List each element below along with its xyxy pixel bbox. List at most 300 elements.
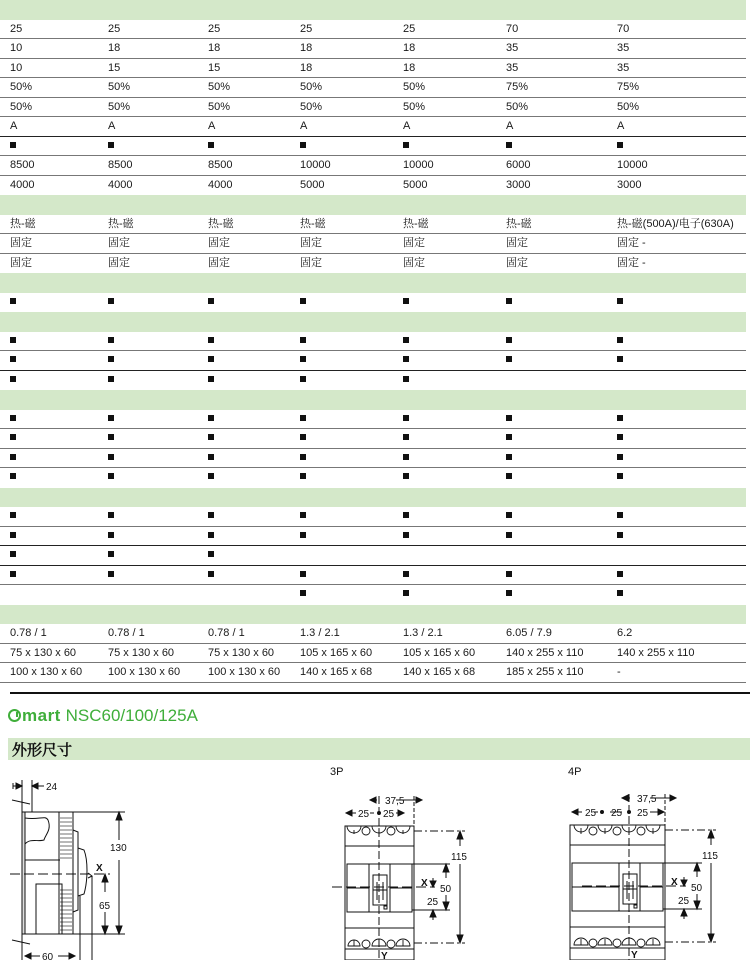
bullet-square-icon bbox=[506, 468, 512, 488]
bullet-square-icon bbox=[403, 429, 409, 449]
bullet-square-icon bbox=[617, 293, 623, 313]
square-marker-icon bbox=[108, 434, 114, 440]
square-marker-icon bbox=[300, 571, 306, 577]
bullet-square-icon bbox=[208, 351, 214, 371]
table-cell: 35 bbox=[506, 61, 519, 74]
table-cell: 固定 bbox=[300, 237, 322, 249]
table-cell: 75 x 130 x 60 bbox=[208, 646, 275, 659]
table-cell: 6.2 bbox=[617, 627, 633, 639]
table-cell: 热-磁 bbox=[208, 217, 234, 230]
square-marker-icon bbox=[300, 415, 306, 421]
table-cell: A bbox=[506, 120, 514, 132]
square-marker-icon bbox=[208, 142, 214, 148]
square-marker-icon bbox=[108, 532, 114, 538]
square-marker-icon bbox=[617, 415, 623, 421]
bullet-square-icon bbox=[617, 566, 623, 586]
bullet-square-icon bbox=[10, 429, 16, 449]
bullet-square-icon bbox=[403, 137, 409, 157]
table-cell: 50% bbox=[403, 81, 426, 93]
table-cell: 18 bbox=[403, 61, 416, 74]
square-marker-icon bbox=[617, 590, 623, 596]
dim-60: 60 bbox=[42, 952, 54, 960]
dim-pitch-b: 25 bbox=[611, 808, 623, 819]
bullet-square-icon bbox=[300, 410, 306, 430]
product-model: NSC60/100/125A bbox=[65, 706, 198, 725]
bullet-square-icon bbox=[108, 351, 114, 371]
bullet-square-icon bbox=[403, 527, 409, 547]
table-cell: 18 bbox=[108, 42, 121, 54]
dim-115: 115 bbox=[451, 852, 467, 863]
square-marker-icon bbox=[403, 434, 409, 440]
axis-y-label: Y bbox=[631, 950, 638, 960]
bullet-square-icon bbox=[403, 449, 409, 469]
bullet-square-icon bbox=[108, 332, 114, 352]
table-cell: 8500 bbox=[108, 159, 133, 171]
table-cell: A bbox=[300, 120, 308, 132]
table-cell: 70 bbox=[617, 22, 630, 35]
bullet-square-icon bbox=[300, 507, 306, 527]
square-marker-icon bbox=[506, 142, 512, 148]
square-marker-icon bbox=[10, 571, 16, 577]
table-cell: 固定 - bbox=[617, 237, 646, 249]
dim-50: 50 bbox=[440, 884, 452, 895]
view-4p-label: 4P bbox=[568, 766, 582, 778]
table-row bbox=[0, 39, 746, 59]
table-cell: 18 bbox=[208, 42, 221, 54]
table-cell: 8500 bbox=[208, 159, 233, 171]
square-marker-icon bbox=[108, 298, 114, 304]
table-cell: 105 x 165 x 60 bbox=[403, 646, 476, 659]
square-marker-icon bbox=[10, 512, 16, 518]
square-marker-icon bbox=[108, 454, 114, 460]
table-row bbox=[0, 59, 746, 79]
section-header bbox=[8, 738, 750, 760]
bullet-square-icon bbox=[617, 468, 623, 488]
table-cell: 25 bbox=[108, 22, 121, 35]
bullet-square-icon bbox=[617, 527, 623, 547]
dim-65: 65 bbox=[99, 901, 111, 912]
axis-x-label: X bbox=[421, 878, 428, 889]
square-marker-icon bbox=[506, 590, 512, 596]
square-marker-icon bbox=[617, 298, 623, 304]
bullet-square-icon bbox=[10, 410, 16, 430]
square-marker-icon bbox=[403, 532, 409, 538]
table-cell: 50% bbox=[108, 100, 131, 113]
table-row bbox=[0, 449, 746, 469]
bullet-square-icon bbox=[10, 332, 16, 352]
table-cell: 140 x 165 x 68 bbox=[403, 666, 476, 678]
bullet-square-icon bbox=[300, 351, 306, 371]
table-cell: 25 bbox=[10, 22, 23, 35]
table-row bbox=[0, 78, 746, 98]
square-marker-icon bbox=[208, 376, 214, 382]
table-row bbox=[0, 624, 746, 644]
bullet-square-icon bbox=[300, 585, 306, 605]
bullet-square-icon bbox=[506, 410, 512, 430]
section-title: 外形尺寸 bbox=[12, 741, 73, 759]
bullet-square-icon bbox=[403, 585, 409, 605]
table-cell: 5000 bbox=[403, 178, 428, 191]
table-cell: 10000 bbox=[300, 159, 331, 171]
table-row bbox=[0, 644, 746, 664]
table-cell: 固定 bbox=[108, 256, 130, 269]
table-cell: 140 x 165 x 68 bbox=[300, 666, 373, 678]
table-cell: 18 bbox=[300, 42, 313, 54]
table-cell: 15 bbox=[108, 61, 121, 74]
bullet-square-icon bbox=[506, 351, 512, 371]
square-marker-icon bbox=[617, 512, 623, 518]
table-cell: A bbox=[208, 120, 216, 132]
dim-pitch-c: 25 bbox=[637, 808, 649, 819]
square-marker-icon bbox=[300, 356, 306, 362]
bullet-square-icon bbox=[208, 468, 214, 488]
table-cell: 热-磁(500A)/电子(630A) bbox=[617, 217, 734, 230]
bullet-square-icon bbox=[208, 527, 214, 547]
table-cell: 50% bbox=[208, 100, 231, 113]
table-row bbox=[0, 215, 746, 235]
square-marker-icon bbox=[617, 337, 623, 343]
table-row bbox=[0, 585, 746, 605]
table-cell: 3000 bbox=[506, 178, 531, 191]
bullet-square-icon bbox=[10, 449, 16, 469]
square-marker-icon bbox=[10, 473, 16, 479]
square-marker-icon bbox=[403, 571, 409, 577]
square-marker-icon bbox=[506, 434, 512, 440]
table-row bbox=[0, 137, 746, 157]
table-cell: 50% bbox=[403, 100, 426, 113]
section-band bbox=[0, 273, 746, 293]
square-marker-icon bbox=[300, 512, 306, 518]
square-marker-icon bbox=[10, 376, 16, 382]
section-band bbox=[0, 0, 746, 20]
brand-logo-icon bbox=[8, 709, 21, 722]
square-marker-icon bbox=[617, 142, 623, 148]
table-cell: 0.78 / 1 bbox=[208, 627, 245, 639]
side-view-drawing bbox=[0, 760, 250, 960]
square-marker-icon bbox=[10, 551, 16, 557]
square-marker-icon bbox=[300, 454, 306, 460]
square-marker-icon bbox=[506, 415, 512, 421]
square-marker-icon bbox=[10, 434, 16, 440]
bullet-square-icon bbox=[506, 507, 512, 527]
dim-37-5: 37,5 bbox=[637, 794, 657, 805]
table-cell: A bbox=[108, 120, 116, 132]
square-marker-icon bbox=[10, 454, 16, 460]
bullet-square-icon bbox=[208, 429, 214, 449]
table-cell: 50% bbox=[10, 81, 33, 93]
table-cell: 6.05 / 7.9 bbox=[506, 627, 552, 639]
table-cell: 1.3 / 2.1 bbox=[300, 627, 340, 639]
bullet-square-icon bbox=[300, 566, 306, 586]
bullet-square-icon bbox=[403, 293, 409, 313]
square-marker-icon bbox=[208, 356, 214, 362]
bullet-square-icon bbox=[403, 468, 409, 488]
bullet-square-icon bbox=[108, 449, 114, 469]
bullet-square-icon bbox=[617, 507, 623, 527]
table-cell: 固定 bbox=[506, 256, 528, 269]
table-cell: 100 x 130 x 60 bbox=[208, 666, 281, 678]
table-cell: 4000 bbox=[108, 178, 133, 191]
table-cell: 0.78 / 1 bbox=[10, 627, 47, 639]
square-marker-icon bbox=[300, 532, 306, 538]
table-cell: 3000 bbox=[617, 178, 642, 191]
square-marker-icon bbox=[10, 532, 16, 538]
square-marker-icon bbox=[617, 356, 623, 362]
dim-25: 25 bbox=[678, 896, 690, 907]
table-cell: 10000 bbox=[403, 159, 434, 171]
bullet-square-icon bbox=[617, 351, 623, 371]
square-marker-icon bbox=[108, 415, 114, 421]
table-cell: 固定 bbox=[108, 237, 130, 249]
table-cell: 固定 bbox=[10, 237, 32, 249]
square-marker-icon bbox=[403, 298, 409, 304]
table-row bbox=[0, 546, 746, 566]
bullet-square-icon bbox=[403, 410, 409, 430]
table-cell: 18 bbox=[300, 61, 313, 74]
table-cell: 固定 bbox=[208, 256, 230, 269]
square-marker-icon bbox=[506, 473, 512, 479]
bullet-square-icon bbox=[108, 527, 114, 547]
square-marker-icon bbox=[208, 415, 214, 421]
bullet-square-icon bbox=[208, 137, 214, 157]
table-row bbox=[0, 527, 746, 547]
square-marker-icon bbox=[10, 298, 16, 304]
bullet-square-icon bbox=[208, 293, 214, 313]
square-marker-icon bbox=[506, 512, 512, 518]
bullet-square-icon bbox=[108, 468, 114, 488]
square-marker-icon bbox=[617, 434, 623, 440]
bullet-square-icon bbox=[208, 546, 214, 566]
axis-y-label: Y bbox=[381, 951, 388, 960]
table-cell: 固定 - bbox=[617, 256, 646, 269]
table-cell: 25 bbox=[208, 22, 221, 35]
table-cell: 35 bbox=[506, 42, 519, 54]
axis-x-label: X bbox=[671, 877, 678, 888]
table-cell: 50% bbox=[300, 100, 323, 113]
dim-50: 50 bbox=[691, 883, 703, 894]
bullet-square-icon bbox=[108, 371, 114, 391]
bullet-square-icon bbox=[506, 137, 512, 157]
bullet-square-icon bbox=[108, 429, 114, 449]
bullet-square-icon bbox=[506, 429, 512, 449]
table-cell: 热-磁 bbox=[403, 217, 429, 230]
table-row bbox=[0, 156, 746, 176]
table-row bbox=[0, 371, 746, 391]
square-marker-icon bbox=[617, 454, 623, 460]
bullet-square-icon bbox=[300, 449, 306, 469]
table-cell: 70 bbox=[506, 22, 519, 35]
view-3p-label: 3P bbox=[330, 766, 344, 778]
square-marker-icon bbox=[300, 434, 306, 440]
bullet-square-icon bbox=[208, 566, 214, 586]
dim-pitch-a: 25 bbox=[585, 808, 597, 819]
square-marker-icon bbox=[10, 142, 16, 148]
table-cell: 50% bbox=[617, 100, 640, 113]
square-marker-icon bbox=[208, 551, 214, 557]
table-cell: 10 bbox=[10, 61, 23, 74]
square-marker-icon bbox=[506, 356, 512, 362]
table-cell: 5000 bbox=[300, 178, 325, 191]
table-row bbox=[0, 429, 746, 449]
bullet-square-icon bbox=[506, 293, 512, 313]
square-marker-icon bbox=[208, 434, 214, 440]
bullet-square-icon bbox=[506, 585, 512, 605]
table-cell: 8500 bbox=[10, 159, 35, 171]
table-cell: 固定 bbox=[506, 237, 528, 249]
square-marker-icon bbox=[10, 415, 16, 421]
table-cell: 25 bbox=[403, 22, 416, 35]
bullet-square-icon bbox=[208, 332, 214, 352]
table-cell: 50% bbox=[208, 81, 231, 93]
square-marker-icon bbox=[108, 473, 114, 479]
square-marker-icon bbox=[617, 571, 623, 577]
table-cell: 热-磁 bbox=[10, 217, 36, 230]
bullet-square-icon bbox=[300, 468, 306, 488]
square-marker-icon bbox=[403, 337, 409, 343]
table-row bbox=[0, 566, 746, 586]
table-row bbox=[0, 663, 746, 683]
square-marker-icon bbox=[108, 356, 114, 362]
table-cell: 50% bbox=[10, 100, 33, 113]
square-marker-icon bbox=[108, 512, 114, 518]
table-row bbox=[0, 234, 746, 254]
bullet-square-icon bbox=[108, 137, 114, 157]
table-cell: 10 bbox=[10, 42, 23, 54]
table-cell: 18 bbox=[403, 42, 416, 54]
section-band bbox=[0, 605, 746, 625]
square-marker-icon bbox=[208, 512, 214, 518]
table-cell: 50% bbox=[108, 81, 131, 93]
dim-pitch-b: 25 bbox=[383, 809, 395, 820]
table-cell: 75% bbox=[617, 81, 640, 93]
front-view-3p-drawing bbox=[310, 760, 510, 960]
table-row bbox=[0, 176, 746, 196]
square-marker-icon bbox=[403, 590, 409, 596]
table-row bbox=[0, 351, 746, 371]
table-cell: 固定 bbox=[208, 237, 230, 249]
bullet-square-icon bbox=[300, 332, 306, 352]
square-marker-icon bbox=[403, 415, 409, 421]
table-cell: 固定 bbox=[10, 256, 32, 269]
square-marker-icon bbox=[108, 142, 114, 148]
table-cell: 25 bbox=[300, 22, 313, 35]
section-band bbox=[0, 195, 746, 215]
table-cell: 100 x 130 x 60 bbox=[10, 666, 83, 678]
bullet-square-icon bbox=[300, 371, 306, 391]
dim-24: 24 bbox=[46, 782, 58, 793]
table-row bbox=[0, 410, 746, 430]
square-marker-icon bbox=[403, 376, 409, 382]
section-band bbox=[0, 312, 746, 332]
table-row bbox=[0, 332, 746, 352]
bullet-square-icon bbox=[403, 507, 409, 527]
square-marker-icon bbox=[403, 356, 409, 362]
square-marker-icon bbox=[10, 337, 16, 343]
bullet-square-icon bbox=[300, 429, 306, 449]
square-marker-icon bbox=[506, 298, 512, 304]
bullet-square-icon bbox=[108, 410, 114, 430]
dim-pitch-a: 25 bbox=[358, 809, 370, 820]
table-cell: 热-磁 bbox=[506, 217, 532, 230]
table-cell: 75 x 130 x 60 bbox=[10, 646, 77, 659]
table-row bbox=[0, 98, 746, 118]
bullet-square-icon bbox=[10, 546, 16, 566]
table-row bbox=[0, 507, 746, 527]
bullet-square-icon bbox=[617, 449, 623, 469]
square-marker-icon bbox=[403, 142, 409, 148]
bullet-square-icon bbox=[108, 566, 114, 586]
bullet-square-icon bbox=[617, 585, 623, 605]
square-marker-icon bbox=[617, 473, 623, 479]
table-cell: 热-磁 bbox=[108, 217, 134, 230]
bullet-square-icon bbox=[208, 371, 214, 391]
bullet-square-icon bbox=[10, 527, 16, 547]
table-cell: 75 x 130 x 60 bbox=[108, 646, 175, 659]
square-marker-icon bbox=[300, 590, 306, 596]
square-marker-icon bbox=[108, 337, 114, 343]
square-marker-icon bbox=[208, 571, 214, 577]
square-marker-icon bbox=[506, 454, 512, 460]
table-cell: 固定 bbox=[403, 256, 425, 269]
square-marker-icon bbox=[506, 337, 512, 343]
section-divider bbox=[10, 692, 750, 694]
bullet-square-icon bbox=[108, 507, 114, 527]
square-marker-icon bbox=[208, 473, 214, 479]
square-marker-icon bbox=[10, 356, 16, 362]
square-marker-icon bbox=[300, 473, 306, 479]
table-cell: 10000 bbox=[617, 159, 648, 171]
bullet-square-icon bbox=[208, 507, 214, 527]
bullet-square-icon bbox=[10, 507, 16, 527]
bullet-square-icon bbox=[108, 546, 114, 566]
table-row bbox=[0, 293, 746, 313]
bullet-square-icon bbox=[10, 351, 16, 371]
table-cell: 4000 bbox=[10, 178, 35, 191]
bullet-square-icon bbox=[108, 293, 114, 313]
bullet-square-icon bbox=[10, 371, 16, 391]
bullet-square-icon bbox=[10, 468, 16, 488]
bullet-square-icon bbox=[506, 332, 512, 352]
table-cell: 1.3 / 2.1 bbox=[403, 627, 443, 639]
square-marker-icon bbox=[300, 376, 306, 382]
bullet-square-icon bbox=[617, 137, 623, 157]
bullet-square-icon bbox=[403, 371, 409, 391]
bullet-square-icon bbox=[506, 449, 512, 469]
bullet-square-icon bbox=[617, 429, 623, 449]
table-cell: 固定 bbox=[300, 256, 322, 269]
table-cell: 185 x 255 x 110 bbox=[506, 666, 584, 678]
square-marker-icon bbox=[208, 454, 214, 460]
square-marker-icon bbox=[208, 337, 214, 343]
square-marker-icon bbox=[403, 473, 409, 479]
table-row bbox=[0, 117, 746, 137]
axis-x-label: X bbox=[96, 863, 103, 874]
table-cell: 35 bbox=[617, 61, 630, 74]
dim-37-5: 37,5 bbox=[385, 796, 405, 807]
front-view-4p-drawing bbox=[550, 760, 750, 960]
square-marker-icon bbox=[108, 571, 114, 577]
square-marker-icon bbox=[208, 532, 214, 538]
table-row bbox=[0, 20, 746, 40]
bullet-square-icon bbox=[10, 566, 16, 586]
table-cell: A bbox=[10, 120, 18, 132]
bullet-square-icon bbox=[403, 566, 409, 586]
table-cell: A bbox=[617, 120, 625, 132]
table-cell: 15 bbox=[208, 61, 221, 74]
brand-name: mart bbox=[22, 706, 61, 725]
square-marker-icon bbox=[208, 298, 214, 304]
table-cell: 50% bbox=[506, 100, 529, 113]
